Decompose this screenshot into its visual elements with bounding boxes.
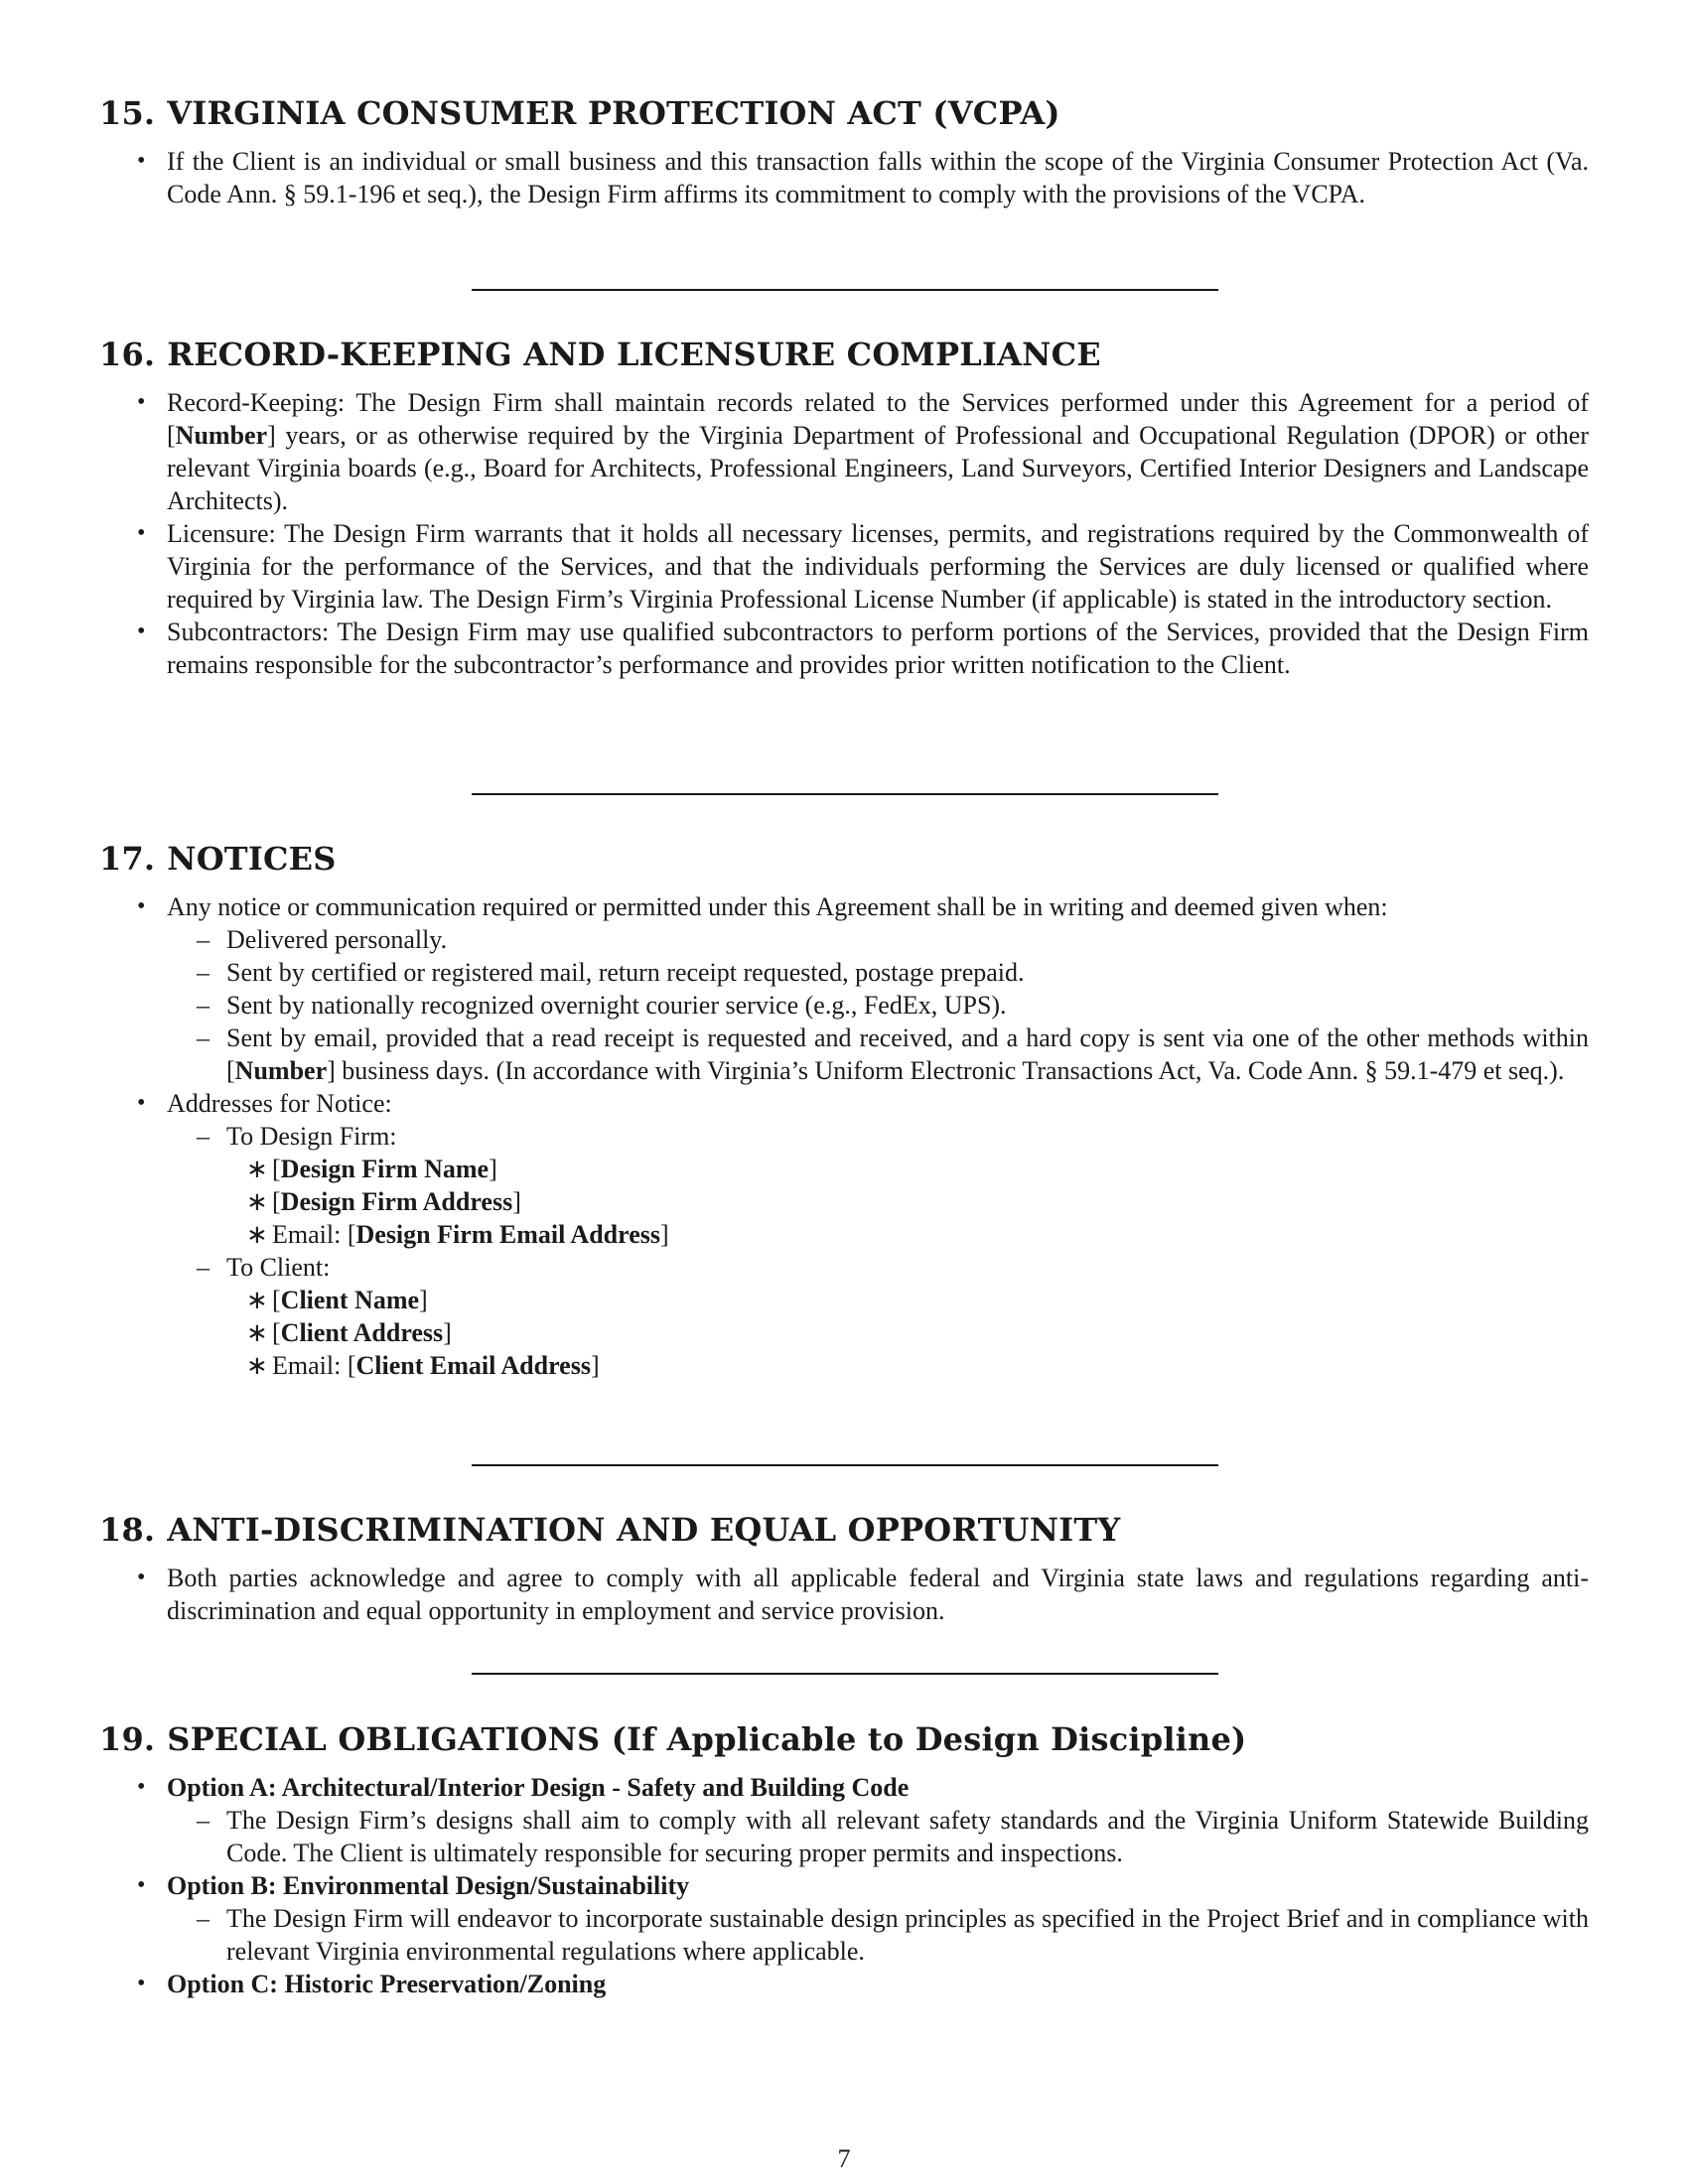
placeholder-client-address: Client Address xyxy=(280,1318,444,1347)
section-title: RECORD-KEEPING AND LICENSURE COMPLIANCE xyxy=(167,336,1101,373)
email-label: Email: xyxy=(272,1220,342,1249)
placeholder-number: Number xyxy=(234,1056,328,1085)
record-keeping-text: Record-Keeping: The Design Firm shall maintain records related to the Services performed under this Agreement for a period of [ xyxy=(167,388,1589,450)
email-method-text-cont: ] business days. (In accordance with Virginia’s Uniform Electronic Transactions Act, Va. Code Ann. § 59.1-479 et seq.). xyxy=(327,1056,1565,1085)
section-17-heading xyxy=(99,839,1589,879)
bullet-list xyxy=(99,1562,1589,1627)
section-number: 18. xyxy=(99,1511,156,1549)
star-list xyxy=(226,1153,1589,1251)
section-divider xyxy=(472,1673,1218,1675)
section-18-heading xyxy=(99,1510,1589,1550)
list-item: ∗ Email: [Client Email Address] xyxy=(226,1349,1589,1382)
section-number: 15. xyxy=(99,94,156,132)
dash-list xyxy=(167,1902,1589,1968)
section-divider xyxy=(472,793,1218,795)
list-item xyxy=(99,386,1589,517)
section-title: NOTICES xyxy=(167,840,337,878)
section-number: 17. xyxy=(99,840,156,878)
list-item: – The Design Firm will endeavor to incorporate sustainable design principles as specified in the Project Brief and in compliance with relevant Virginia environmental regulations where applicable. xyxy=(167,1902,1589,1968)
list-item: • Subcontractors: The Design Firm may use qualified subcontractors to perform portions of the Services, provided that the Design Firm remains responsible for the subcontractor’s performance and provides prior written notification to the Client. xyxy=(99,615,1589,681)
list-item: ∗ Email: [Design Firm Email Address] xyxy=(226,1218,1589,1251)
section-15 xyxy=(99,93,1589,210)
placeholder-client-name: Client Name xyxy=(280,1286,420,1314)
section-15-heading xyxy=(99,93,1589,133)
list-item: – Sent by certified or registered mail, return receipt requested, postage prepaid. xyxy=(167,956,1589,989)
section-16-heading xyxy=(99,335,1589,374)
placeholder-client-email: Client Email Address xyxy=(355,1351,591,1380)
email-method-text: Sent by email, provided that a read receipt is requested and received, and a hard copy is sent via one of the other methods within [ xyxy=(226,1024,1589,1085)
placeholder-firm-name: Design Firm Name xyxy=(280,1155,490,1183)
section-19-heading xyxy=(99,1719,1589,1759)
to-client-label: To Client: xyxy=(226,1253,331,1282)
section-16 xyxy=(99,335,1589,681)
section-18 xyxy=(99,1510,1589,1627)
section-title: VIRGINIA CONSUMER PROTECTION ACT (VCPA) xyxy=(167,94,1060,132)
section-divider xyxy=(472,289,1218,291)
bullet-list xyxy=(99,890,1589,1382)
page-number: 7 xyxy=(837,2144,851,2173)
dash-list xyxy=(167,923,1589,1087)
section-number: 19. xyxy=(99,1720,156,1758)
email-label: Email: xyxy=(272,1351,342,1380)
list-item: • Both parties acknowledge and agree to comply with all applicable federal and Virginia state laws and regulations regarding anti-discrimination and equal opportunity in employment and service provision. xyxy=(99,1562,1589,1627)
list-item: – Sent by nationally recognized overnight courier service (e.g., FedEx, UPS). xyxy=(167,989,1589,1022)
list-item xyxy=(99,1771,1589,1869)
to-design-firm-label: To Design Firm: xyxy=(226,1122,397,1151)
list-item: ∗ [Client Name] xyxy=(226,1284,1589,1316)
bullet-list xyxy=(99,1771,1589,2000)
option-a-heading: Option A: Architectural/Interior Design - Safety and Building Code xyxy=(167,1773,910,1802)
placeholder-number: Number xyxy=(175,421,268,450)
bullet-list xyxy=(99,145,1589,210)
list-item: • If the Client is an individual or small business and this transaction falls within the scope of the Virginia Consumer Protection Act (Va. Code Ann. § 59.1-196 et seq.), the Design Firm affirms its commitment to comply with the provisions of the VCPA. xyxy=(99,145,1589,210)
bullet-list xyxy=(99,386,1589,681)
list-item: ∗ [Client Address] xyxy=(226,1316,1589,1349)
record-keeping-text-cont: ] years, or as otherwise required by the Virginia Department of Professional and Occupational Regulation (DPOR) or other relevant Virginia boards (e.g., Board for Architects, Professional Engineers, Land Surveyors, Certified Interior Designers and Landscape Architects). xyxy=(167,421,1589,515)
section-title: ANTI-DISCRIMINATION AND EQUAL OPPORTUNITY xyxy=(167,1511,1121,1549)
list-item: – Delivered personally. xyxy=(167,923,1589,956)
list-item xyxy=(99,890,1589,1087)
placeholder-firm-address: Design Firm Address xyxy=(280,1187,513,1216)
addresses-label: Addresses for Notice: xyxy=(167,1089,392,1118)
section-title: SPECIAL OBLIGATIONS (If Applicable to Design Discipline) xyxy=(167,1720,1247,1758)
option-c-heading: Option C: Historic Preservation/Zoning xyxy=(167,1970,607,1998)
list-item: – The Design Firm’s designs shall aim to comply with all relevant safety standards and the Virginia Uniform Statewide Building Code. The Client is ultimately responsible for securing proper permits and inspections. xyxy=(167,1804,1589,1869)
section-number: 16. xyxy=(99,336,156,373)
notice-intro: Any notice or communication required or permitted under this Agreement shall be in writing and deemed given when: xyxy=(167,892,1388,921)
list-item xyxy=(99,1869,1589,1968)
list-item xyxy=(167,1120,1589,1251)
list-item: ∗ [Design Firm Name] xyxy=(226,1153,1589,1185)
placeholder-firm-email: Design Firm Email Address xyxy=(355,1220,660,1249)
option-b-heading: Option B: Environmental Design/Sustainability xyxy=(167,1871,690,1900)
list-item xyxy=(167,1251,1589,1382)
section-19 xyxy=(99,1719,1589,2000)
section-divider xyxy=(472,1464,1218,1466)
list-item xyxy=(99,1968,1589,2000)
dash-list xyxy=(167,1804,1589,1869)
list-item xyxy=(167,1022,1589,1087)
dash-list xyxy=(167,1120,1589,1382)
star-list xyxy=(226,1284,1589,1382)
section-17 xyxy=(99,839,1589,1382)
list-item xyxy=(99,1087,1589,1382)
list-item: ∗ [Design Firm Address] xyxy=(226,1185,1589,1218)
list-item: • Licensure: The Design Firm warrants that it holds all necessary licenses, permits, and registrations required by the Commonwealth of Virginia for the performance of the Services, and that the individuals performing the Services are duly licensed or qualified where required by Virginia law. The Design Firm’s Virginia Professional License Number (if applicable) is stated in the introductory section. xyxy=(99,517,1589,615)
